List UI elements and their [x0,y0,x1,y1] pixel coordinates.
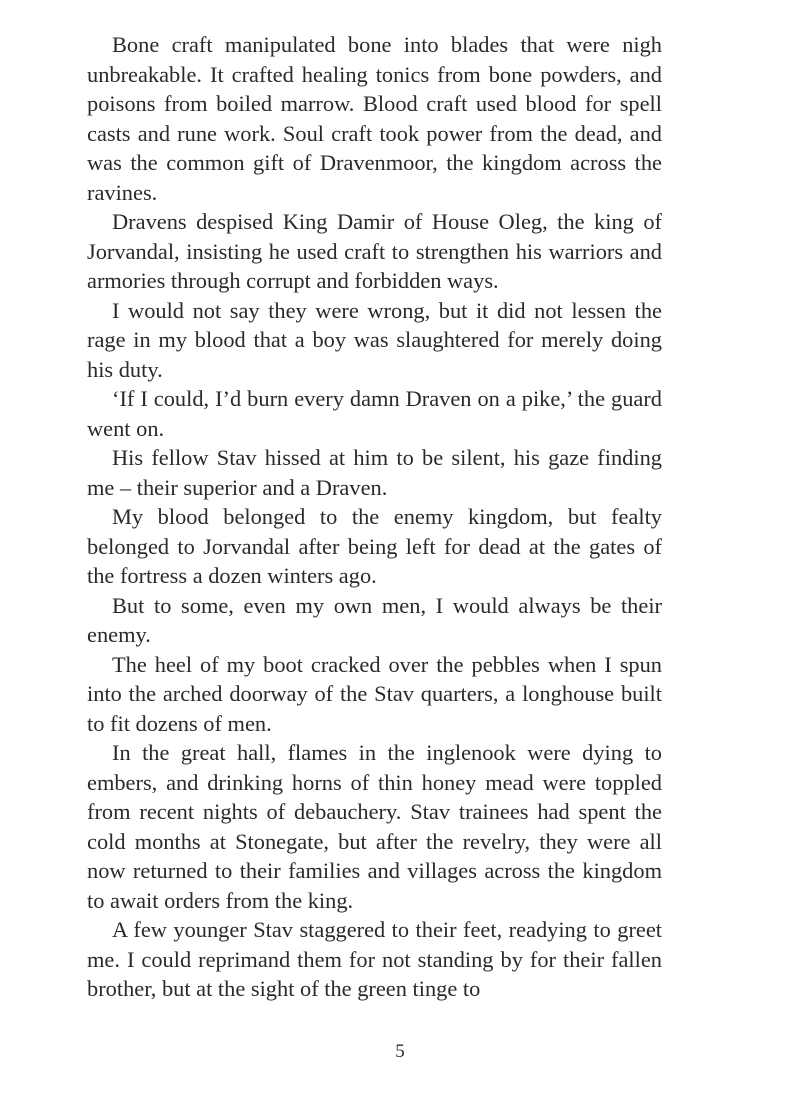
paragraph: Bone craft manipulated bone into blades that were nigh unbreakable. It crafted healing tonics from bone powders, and poisons from boiled marrow. Blood craft used blood for spell casts and rune work. Soul craft took power from the dead, and was the common gift of Dravenmoor, the kingdom across the ravines. [87,32,662,205]
paragraph: Dravens despised King Damir of House Oleg, the king of Jorvandal, insisting he used craft to strengthen his warriors and armories through corrupt and forbidden ways. [87,209,662,293]
body-text [87,30,662,1004]
paragraph: The heel of my boot cracked over the pebbles when I spun into the arched doorway of the Stav quarters, a longhouse built to fit dozens of men. [87,651,662,736]
page-number: 5 [395,1041,405,1062]
paragraph: ‘If I could, I’d burn every damn Draven on a pike,’ the guard went on. [87,386,662,441]
paragraph: I would not say they were wrong, but it did not lessen the rage in my blood that a boy was slaughtered for merely doing his duty. [87,297,662,382]
paragraph: But to some, even my own men, I would always be their enemy. [87,592,662,647]
paragraph: A few younger Stav staggered to their feet, readying to greet me. I could reprimand them for not standing by for their fallen brother, but at the sight of the green tinge to [87,917,662,1001]
paragraph: My blood belonged to the enemy kingdom, but fealty belonged to Jorvandal after being left for dead at the gates of the fortress a dozen winters ago. [87,504,662,588]
paragraph: In the great hall, flames in the inglenook were dying to embers, and drinking horns of thin honey mead were toppled from recent nights of debauchery. Stav trainees had spent the cold months at Stonegate, but after the revelry, they were all now returned to their families and villages across the kingdom to await orders from the king. [87,740,662,913]
paragraph: His fellow Stav hissed at him to be silent, his gaze finding me – their superior and a Draven. [87,445,662,500]
